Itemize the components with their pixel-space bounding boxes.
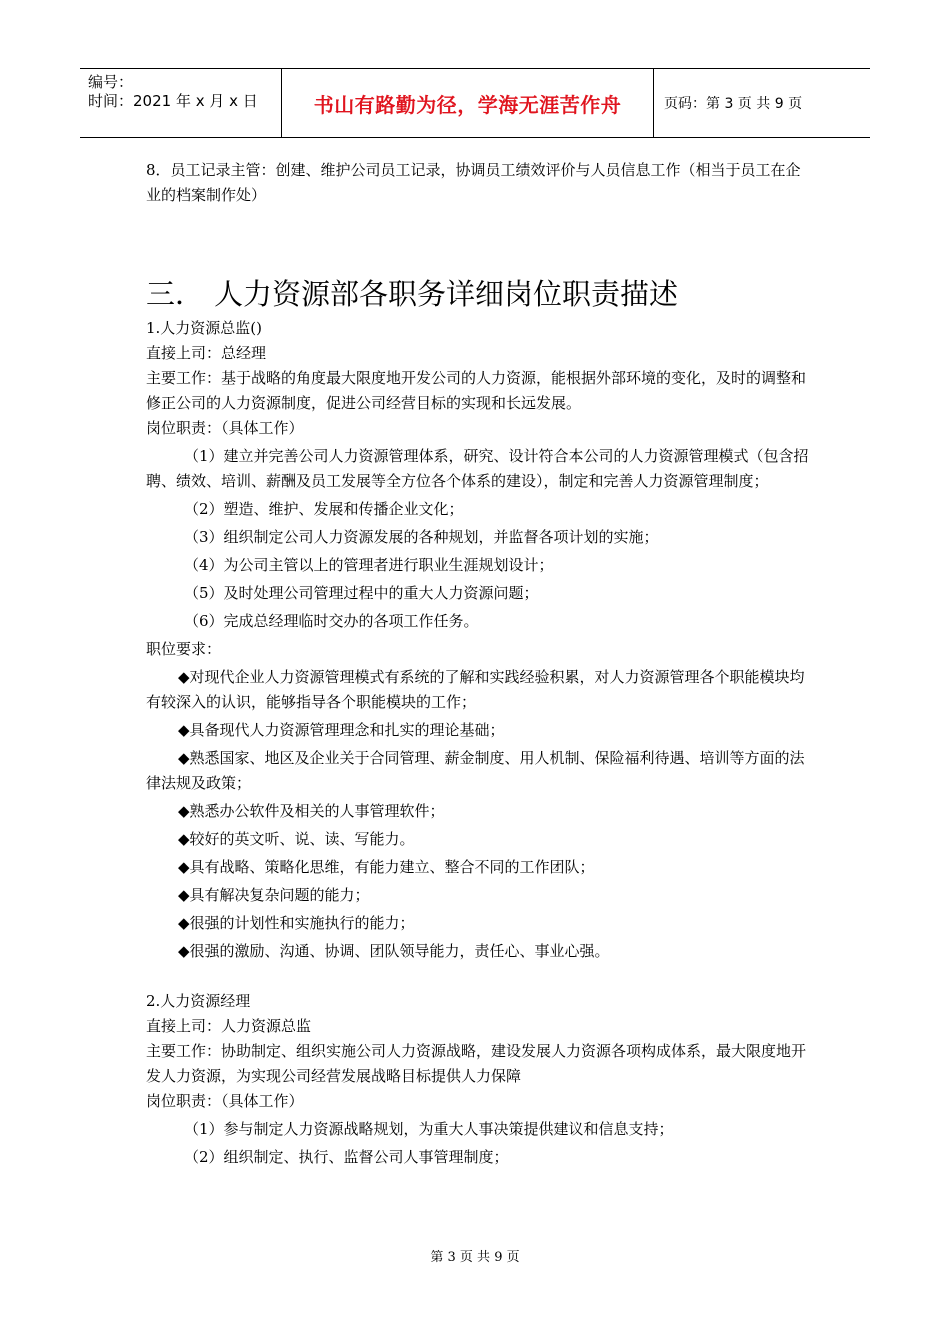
director-duties-label: 岗位职责：（具体工作）	[146, 419, 304, 437]
header-page-cell	[654, 69, 870, 137]
requirement-item: ◆很强的激励、沟通、协调、团队领导能力，责任心、事业心强。	[178, 942, 610, 960]
header-meta-cell	[80, 69, 282, 137]
section-gap	[146, 967, 810, 989]
motto-text: 书山有路勤为径，学海无涯苦作舟	[313, 92, 622, 117]
manager-main-work: 主要工作：协助制定、组织实施公司人力资源战略，建设发展人力资源各项构成体系，最大限度地开发人力资源，为实现公司经营发展战略目标提供人力保障	[146, 1042, 807, 1085]
requirement-item: ◆具备现代人力资源管理理念和扎实的理论基础；	[178, 721, 505, 739]
intro-paragraph: 8．员工记录主管：创建、维护公司员工记录，协调员工绩效评价与人员信息工作（相当于员工在企业的档案制作处）	[146, 161, 801, 204]
director-duty-item: （3）组织制定公司人力资源发展的各种规划，并监督各项计划的实施；	[184, 528, 659, 546]
manager-duties-label: 岗位职责：（具体工作）	[146, 1092, 304, 1110]
section-number: 三．	[146, 277, 205, 311]
requirement-item: ◆具有战略、策略化思维，有能力建立、整合不同的工作团队；	[178, 858, 595, 876]
director-duty-item: （4）为公司主管以上的管理者进行职业生涯规划设计；	[184, 556, 554, 574]
director-duty-item: （6）完成总经理临时交办的各项工作任务。	[184, 612, 479, 630]
requirement-item: ◆熟悉国家、地区及企业关于合同管理、薪金制度、用人机制、保险福利待遇、培训等方面的法律法规及政策；	[146, 749, 805, 792]
number-label: 编号：	[88, 73, 134, 91]
manager-duty-item: （1）参与制定人力资源战略规划，为重大人事决策提供建议和信息支持；	[184, 1120, 674, 1138]
requirement-item: ◆熟悉办公软件及相关的人事管理软件；	[178, 802, 445, 820]
requirement-item: ◆很强的计划性和实施执行的能力；	[178, 914, 415, 932]
director-title: 1.人力资源总监()	[146, 319, 263, 337]
requirement-item: ◆具有解决复杂问题的能力；	[178, 886, 370, 904]
document-body	[146, 158, 810, 1173]
manager-superior: 直接上司：人力资源总监	[146, 1017, 312, 1035]
director-duty-item: （1）建立并完善公司人力资源管理体系，研究、设计符合本公司的人力资源管理模式（包含招聘、绩效、培训、薪酬及员工发展等全方位各个体系的建设），制定和完善人力资源管理制度；	[146, 447, 809, 490]
time-label: 时间：2021 年 x 月 x 日	[88, 92, 258, 110]
page-header	[80, 68, 870, 138]
director-req-label: 职位要求：	[146, 640, 222, 658]
requirement-item: ◆较好的英文听、说、读、写能力。	[178, 830, 415, 848]
director-duty-item: （2）塑造、维护、发展和传播企业文化；	[184, 500, 464, 518]
director-duty-item: （5）及时处理公司管理过程中的重大人力资源问题；	[184, 584, 539, 602]
manager-duty-item: （2）组织制定、执行、监督公司人事管理制度；	[184, 1148, 509, 1166]
page-footer: 第 3 页 共 9 页	[430, 1250, 520, 1265]
section-heading	[146, 276, 810, 312]
section-title: 人力资源部各职务详细岗位职责描述	[214, 277, 679, 311]
page-info: 页码：第 3 页 共 9 页	[664, 96, 803, 112]
header-motto-cell	[282, 69, 654, 137]
requirement-item: ◆对现代企业人力资源管理模式有系统的了解和实践经验积累，对人力资源管理各个职能模块均有较深入的认识，能够指导各个职能模块的工作；	[146, 668, 805, 711]
director-superior: 直接上司：总经理	[146, 344, 267, 362]
director-main-work: 主要工作：基于战略的角度最大限度地开发公司的人力资源，能根据外部环境的变化，及时的调整和修正公司的人力资源制度，促进公司经营目标的实现和长远发展。	[146, 369, 807, 412]
manager-title: 2.人力资源经理	[146, 992, 251, 1010]
